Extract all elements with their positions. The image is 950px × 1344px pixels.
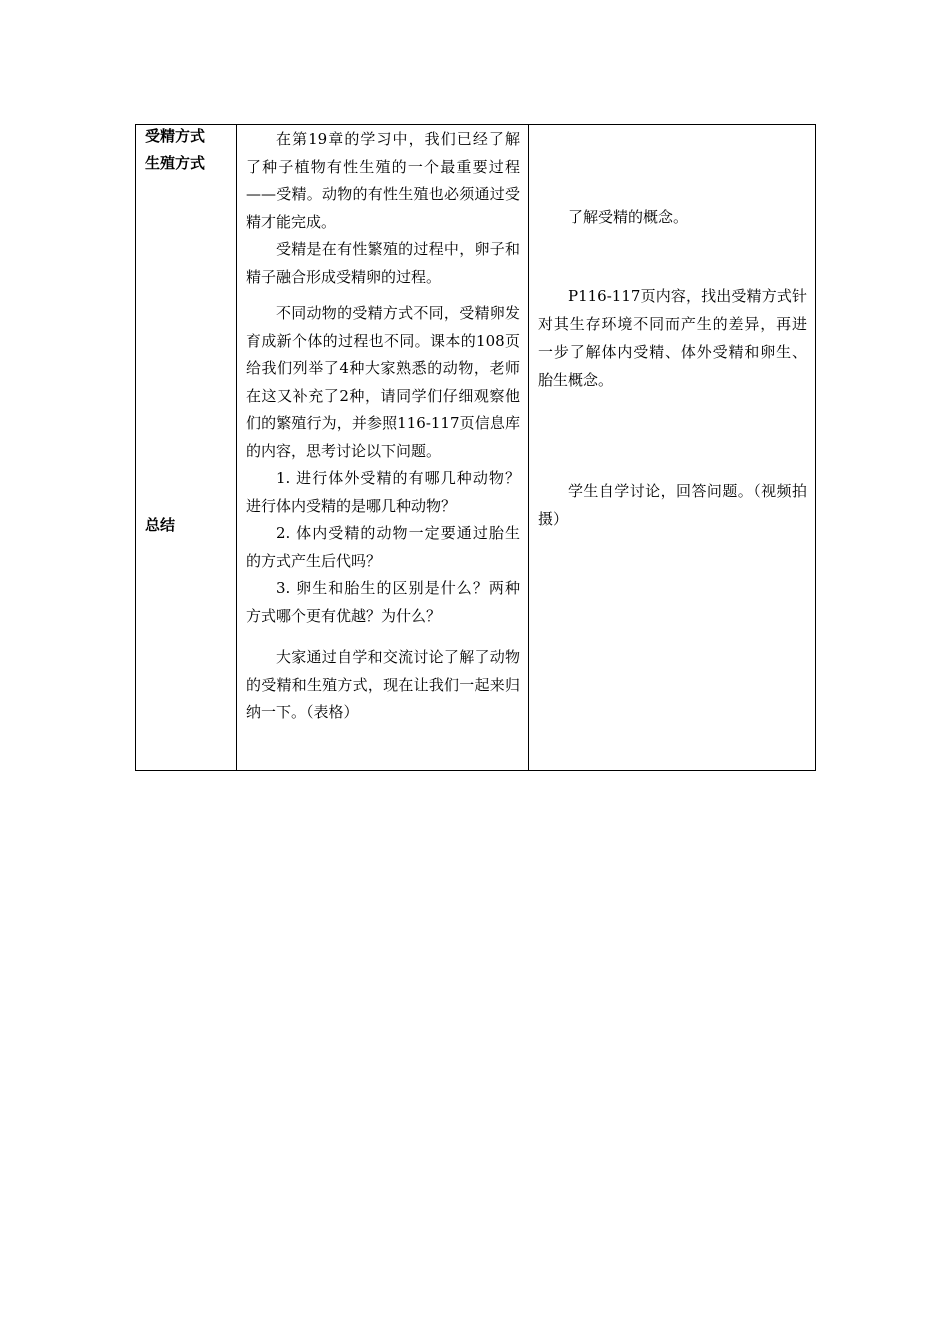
section-title-fertilization: 受精方式: [145, 127, 206, 145]
table-row: [136, 125, 816, 771]
question-1: 1. 进行体外受精的有哪几种动物？进行体内受精的是哪几种动物？: [246, 469, 520, 515]
lesson-plan-table: [135, 124, 816, 771]
activity-item-2: P116-117页内容，找出受精方式针对其生存环境不同而产生的差异，再进一步了解体内受精、体外受精和卵生、胎生概念。: [538, 287, 807, 389]
teacher-content-cell: [237, 125, 529, 771]
activity-item-3: 学生自学讨论，回答问题。（视频拍摄）: [538, 482, 807, 528]
activity-item-1: 了解受精的概念。: [568, 208, 689, 226]
summary-paragraph: 大家通过自学和交流讨论了解了动物的受精和生殖方式，现在让我们一起来归纳一下。（表格）: [246, 648, 520, 721]
section-title-reproduction: 生殖方式: [145, 154, 206, 172]
question-3: 3. 卵生和胎生的区别是什么？两种方式哪个更有优越？为什么？: [246, 579, 520, 625]
task-paragraph: 不同动物的受精方式不同，受精卵发育成新个体的过程也不同。课本的108页给我们列举了4种大家熟悉的动物，老师在这又补充了2种，请同学们仔细观察他们的繁殖行为，并参照116-117页信息库的内容，思考讨论以下问题。: [246, 304, 520, 460]
section-title-summary: 总结: [145, 516, 176, 534]
question-2: 2. 体内受精的动物一定要通过胎生的方式产生后代吗？: [246, 524, 520, 570]
label-cell: [136, 125, 237, 771]
intro-paragraph: 在第19章的学习中，我们已经了解了种子植物有性生殖的一个最重要过程——受精。动物的有性生殖也必须通过受精才能完成。: [246, 130, 520, 231]
definition-paragraph: 受精是在有性繁殖的过程中，卵子和精子融合形成受精卵的过程。: [246, 240, 520, 286]
student-activity-cell: [529, 125, 816, 771]
